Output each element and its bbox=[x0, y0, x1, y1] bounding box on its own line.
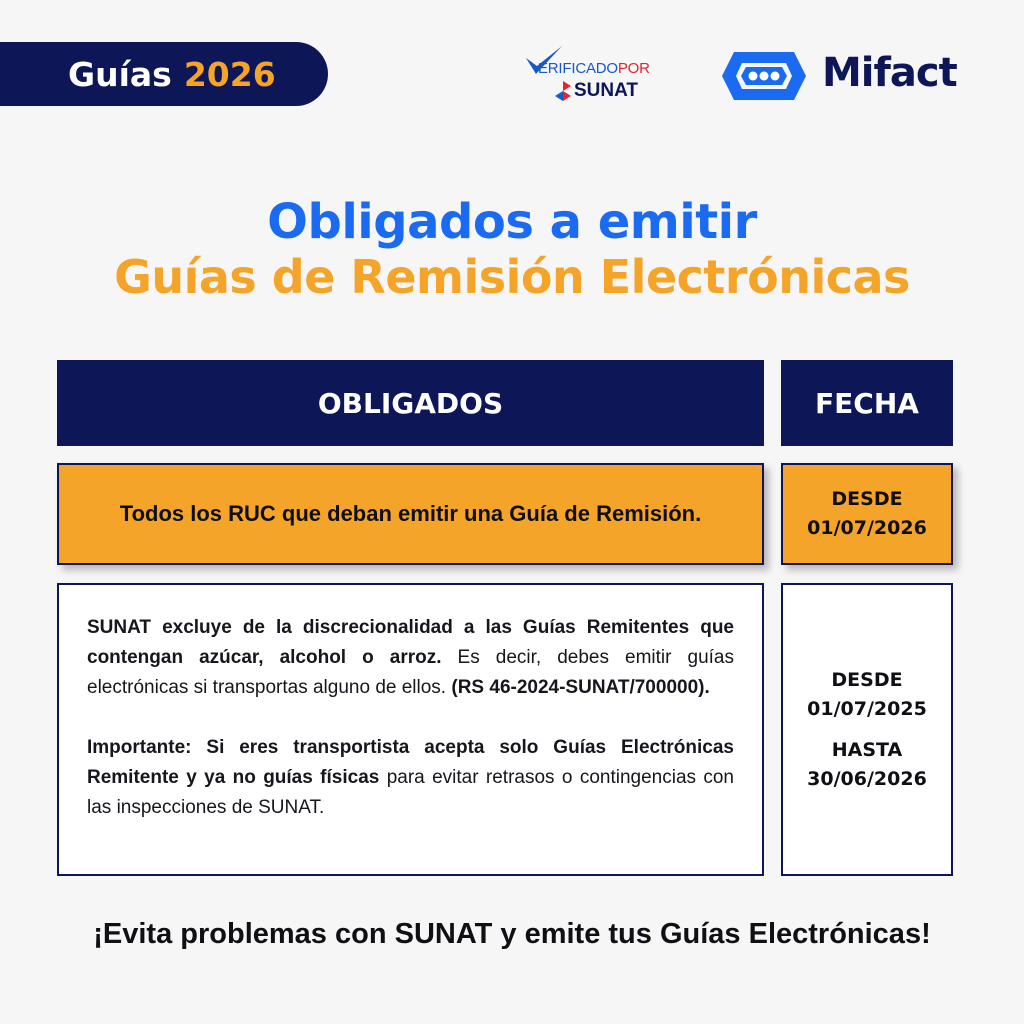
sunat-text: SUNAT bbox=[574, 80, 639, 101]
row2-paragraph-1 bbox=[87, 613, 734, 703]
row2-fecha-cell bbox=[781, 583, 953, 876]
row1-obligados-text: Todos los RUC que deban emitir una Guía de Remisión. bbox=[119, 501, 702, 526]
row2-p2-text: para evitar retrasos o contingencias con las inspecciones de SUNAT. bbox=[87, 767, 734, 818]
row2-p1-bold: SUNAT excluye de la discrecionalidad a las Guías Remitentes que contengan azúcar, alcohol o arroz. bbox=[87, 617, 734, 668]
row2-hasta-label: HASTA bbox=[831, 738, 903, 761]
footer-call-to-action: ¡Evita problemas con SUNAT y emite tus Guías Electrónicas! bbox=[93, 918, 931, 950]
title-line-1: Obligados a emitir bbox=[267, 194, 757, 250]
row1-desde-date: 01/07/2026 bbox=[807, 517, 927, 539]
badge-label: Guías bbox=[68, 54, 172, 94]
guias-2026-badge bbox=[0, 42, 328, 106]
header-fecha: FECHA bbox=[781, 360, 953, 446]
mifact-logo-icon bbox=[720, 46, 808, 106]
row1-desde-label: DESDE bbox=[831, 488, 903, 510]
row2-paragraph-2 bbox=[87, 733, 734, 823]
badge-year: 2026 bbox=[183, 54, 276, 94]
row2-desde-date: 01/07/2025 bbox=[807, 697, 927, 720]
verificado-por-sunat-seal bbox=[524, 44, 674, 106]
row2-hasta-date: 30/06/2026 bbox=[807, 767, 927, 790]
brand-name: Mifact bbox=[822, 50, 957, 96]
row1-fecha-cell bbox=[781, 463, 953, 565]
title-line-2: Guías de Remisión Electrónicas bbox=[114, 250, 910, 304]
row1-obligados-cell bbox=[57, 463, 764, 565]
verificado-text: ERIFICADOPOR bbox=[538, 60, 650, 77]
sunat-logo-icon bbox=[554, 80, 572, 102]
row2-p2-bold: Importante: Si eres transportista acepta solo Guías Electrónicas Remitente y ya no guías físicas bbox=[87, 737, 734, 788]
row2-p1-text: Es decir, debes emitir guías electrónicas si transportas alguno de ellos. bbox=[87, 647, 734, 698]
row2-desde-label: DESDE bbox=[831, 668, 903, 691]
row2-obligados-cell bbox=[57, 583, 764, 876]
row2-p1-ref: (RS 46-2024-SUNAT/700000). bbox=[451, 677, 710, 698]
header-obligados: OBLIGADOS bbox=[57, 360, 764, 446]
